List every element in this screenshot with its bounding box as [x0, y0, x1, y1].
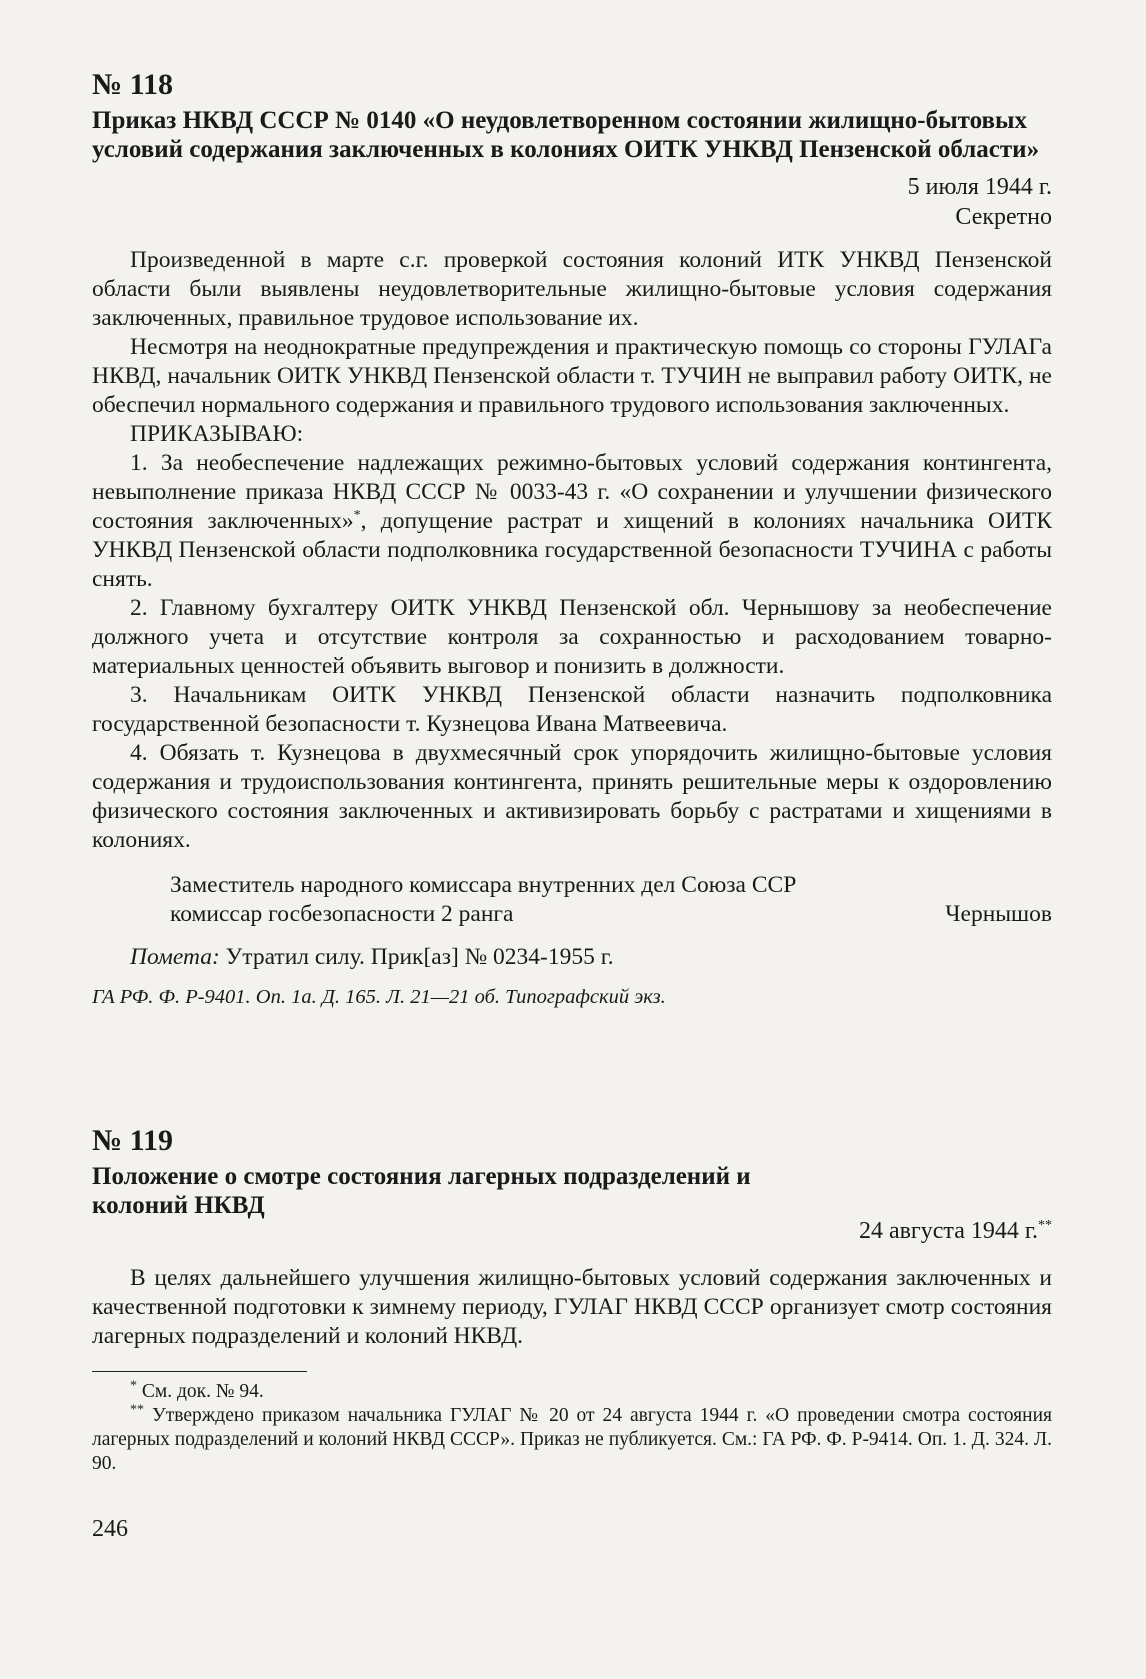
- footnote-text: Утверждено приказом начальника ГУЛАГ № 20 от 24 августа 1944 г. «О проведении смотра состояния лагерных подразделений и колоний НКВД СССР». Приказ не публикуется. См.: ГА РФ. Ф. Р-9414. Оп. 1. Д. 324. Л. 90.: [92, 1405, 1052, 1474]
- item-text: , допущение растрат и хищений в колониях начальника ОИТК УНКВД Пензенской области подполковника государственной безопасности ТУЧИНА с работы снять.: [92, 508, 1052, 592]
- doc-title: Положение о смотре состояния лагерных подразделений и колоний НКВД: [92, 1163, 751, 1219]
- item-text: 1. За необеспечение надлежащих режимно-бытовых условий содержания контингента, невыполнение приказа НКВД СССР № 0033-43 г. «О сохранении и улучшении физического состояния заключенных»: [92, 450, 1052, 534]
- footnote: [92, 1404, 1052, 1476]
- order-item-1: [92, 449, 1052, 594]
- doc-date: 5 июля 1944 г.: [907, 174, 1052, 200]
- paragraph: Произведенной в марте с.г. проверкой состояния колоний ИТК УНКВД Пензенской области были выявлены неудовлетворительные жилищно-бытовые условия содержания заключенных, правильное трудовое использование их.: [92, 247, 1052, 331]
- paragraph: В целях дальнейшего улучшения жилищно-бытовых условий содержания заключенных и качественной подготовки к зимнему периоду, ГУЛАГ НКВД СССР организует смотр состояния лагерных подразделений и колоний НКВД.: [92, 1265, 1052, 1349]
- doc-118: [92, 68, 1052, 1010]
- doc-title: Приказ НКВД СССР № 0140 «О неудовлетворенном состоянии жилищно-бытовых условий содержания заключенных в колониях ОИТК УНКВД Пензенской области»: [92, 107, 1040, 163]
- order-item-4: 4. Обязать т. Кузнецова в двухмесячный срок упорядочить жилищно-бытовые условия содержания и трудоиспользования контингента, принять решительные меры к оздоровлению физического состояния заключенных и активизировать борьбу с растратами и хищениями в колониях.: [92, 740, 1052, 853]
- footnote-ref: *: [353, 508, 361, 524]
- order-item-2: 2. Главному бухгалтеру ОИТК УНКВД Пензенской обл. Чернышову за необеспечение должного учета и отсутствие контроля за сохранностью и расходованием товарно-материальных ценностей объявить выговор и понизить в должности.: [92, 595, 1052, 679]
- paragraph: Несмотря на неоднократные предупреждения и практическую помощь со стороны ГУЛАГа НКВД, начальник ОИТК УНКВД Пензенской области т. ТУЧИН не выправил работу ОИТК, не обеспечил нормального содержания и правильного трудового использования заключенных.: [92, 334, 1052, 418]
- note-label: Помета:: [130, 944, 220, 970]
- note: [92, 943, 1052, 972]
- signer-row: [92, 900, 1052, 929]
- footnote-ref: **: [1038, 1218, 1052, 1233]
- doc-number: № 119: [92, 1124, 173, 1157]
- order-item-3: 3. Начальникам ОИТК УНКВД Пензенской области назначить подполковника государственной безопасности т. Кузнецова Ивана Матвеевича.: [92, 682, 1052, 737]
- footnote: [92, 1380, 1052, 1404]
- footnote-divider: [92, 1371, 307, 1372]
- footnote-mark: **: [130, 1402, 144, 1418]
- signer-name: Чернышов: [945, 901, 1052, 927]
- footnote-text: См. док. № 94.: [137, 1381, 264, 1402]
- doc-119: [92, 1124, 1052, 1567]
- doc-date: [92, 1216, 1052, 1246]
- doc-classification: Секретно: [955, 204, 1052, 230]
- signer-rank: комиссар госбезопасности 2 ранга: [170, 901, 514, 927]
- page-number: 246: [92, 1516, 128, 1542]
- signer-title: Заместитель народного комиссара внутренних дел Союза ССР: [170, 872, 797, 898]
- order-word: ПРИКАЗЫВАЮ:: [130, 421, 304, 447]
- doc-number: № 118: [92, 68, 173, 101]
- date-text: 24 августа 1944 г.: [858, 1218, 1038, 1244]
- note-text: Утратил силу. Прик[аз] № 0234-1955 г.: [219, 944, 614, 970]
- archive-reference: ГА РФ. Ф. Р-9401. Оп. 1а. Д. 165. Л. 21—21 об. Типографский экз.: [92, 986, 666, 1008]
- footnote-mark: *: [130, 1378, 137, 1394]
